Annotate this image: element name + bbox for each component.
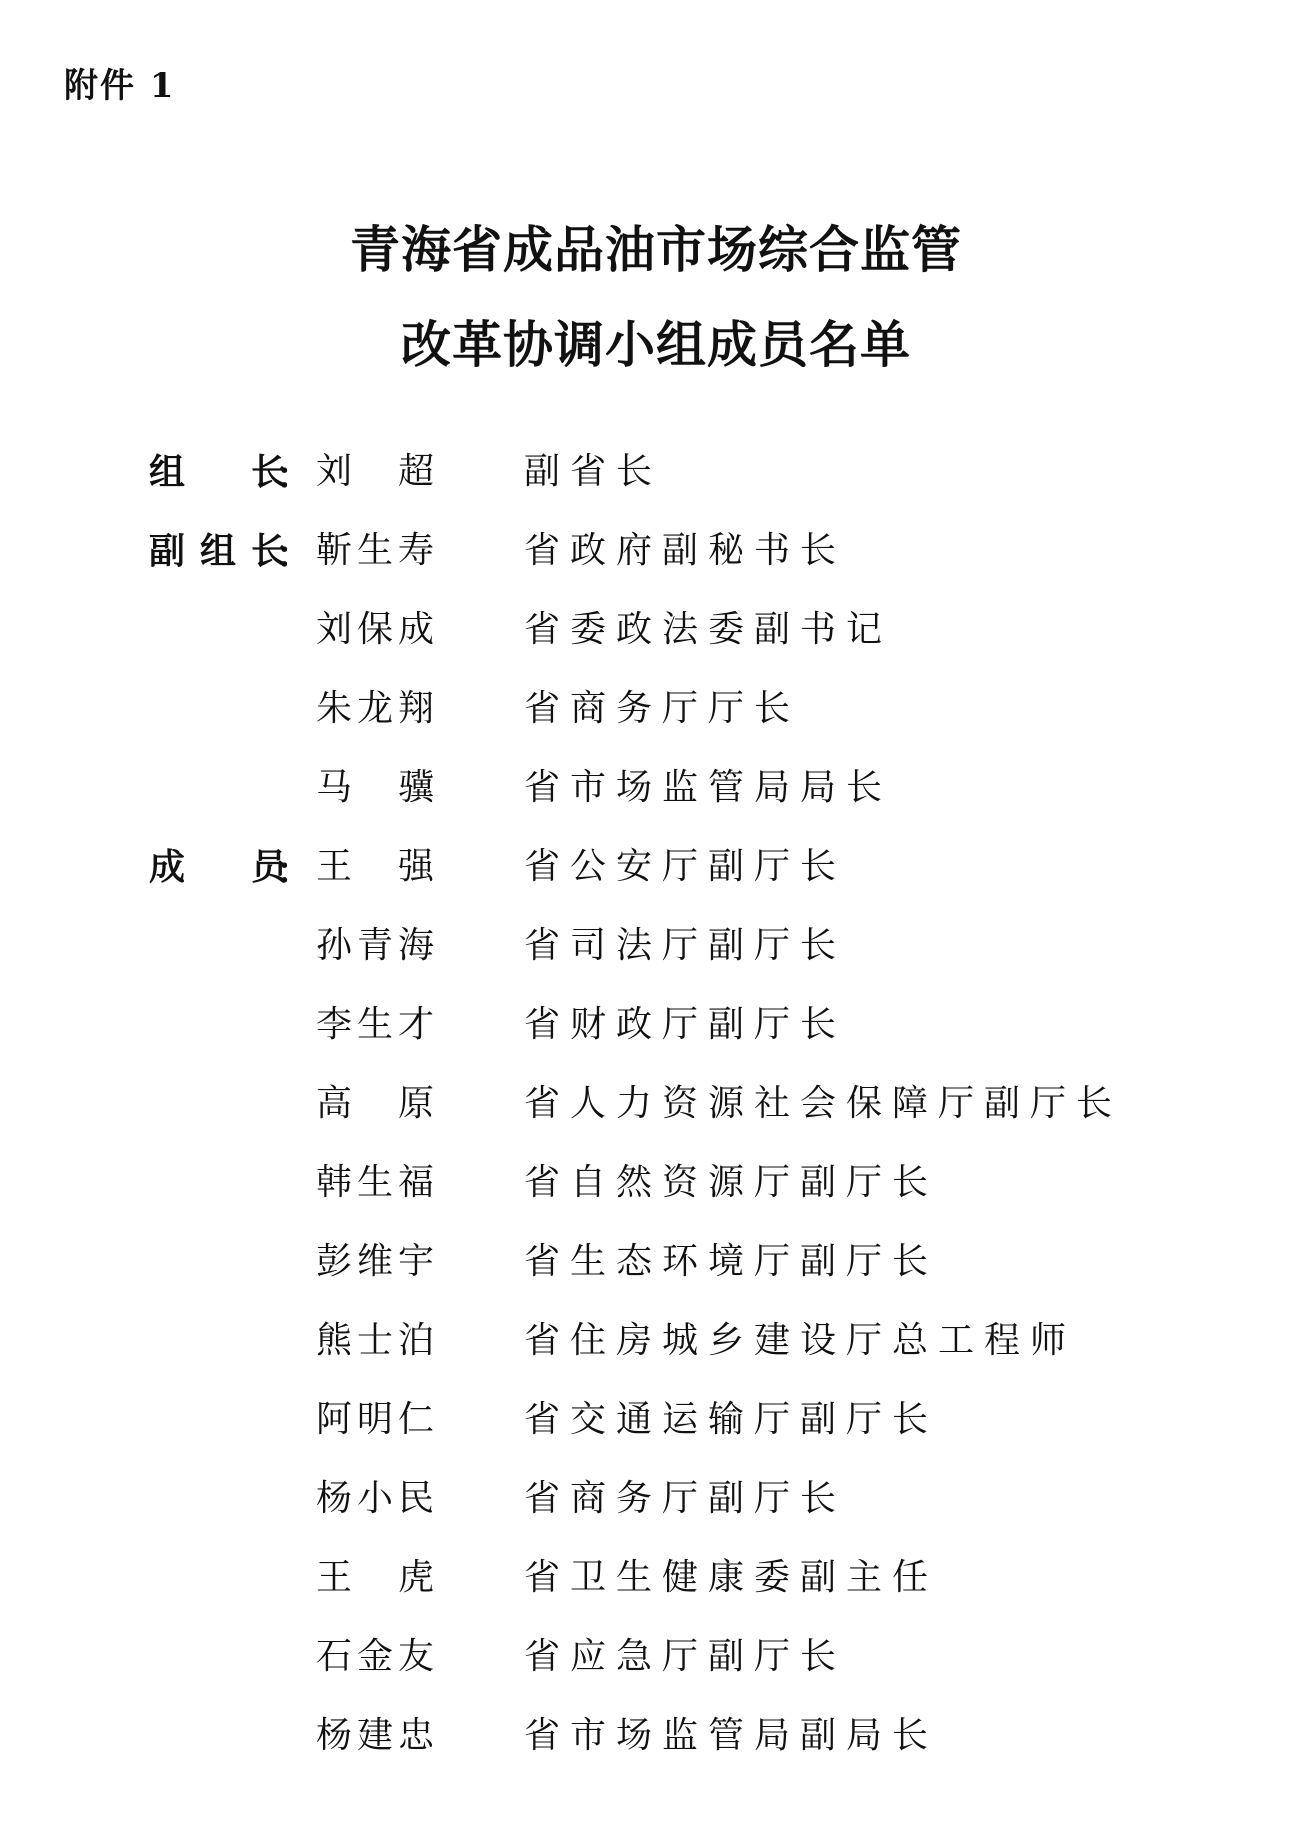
member-position: 省卫生健康委副主任 — [524, 1557, 939, 1598]
roster-row — [0, 916, 1312, 995]
member-position: 省公安厅副厅长 — [524, 846, 847, 887]
roster-row — [0, 1390, 1312, 1469]
roster-row — [0, 442, 1312, 521]
member-position: 副省长 — [524, 451, 663, 492]
member-name: 熊 士 泊 — [316, 1320, 434, 1361]
roster-row — [0, 1706, 1312, 1785]
member-name: 石 金 友 — [316, 1636, 434, 1677]
member-name: 靳 生 寿 — [316, 530, 434, 571]
member-position: 省商务厅副厅长 — [524, 1478, 847, 1519]
member-name: 刘 保 成 — [316, 609, 434, 650]
member-name: 杨 小 民 — [316, 1478, 434, 1519]
member-position: 省人力资源社会保障厅副厅长 — [524, 1083, 1123, 1124]
member-name: 李 生 才 — [316, 1004, 434, 1045]
member-position: 省交通运输厅副厅长 — [524, 1399, 939, 1440]
member-name: 杨 建 忠 — [316, 1715, 434, 1756]
role-colon: ： — [276, 455, 313, 497]
member-roster — [0, 442, 1312, 1785]
member-position: 省应急厅副厅长 — [524, 1636, 847, 1677]
member-position: 省生态环境厅副厅长 — [524, 1241, 939, 1282]
member-position: 省市场监管局副局长 — [524, 1715, 939, 1756]
member-position: 省财政厅副厅长 — [524, 1004, 847, 1045]
member-position: 省自然资源厅副厅长 — [524, 1162, 939, 1203]
member-name: 阿 明 仁 — [316, 1399, 434, 1440]
member-name: 孙 青 海 — [316, 925, 434, 966]
role-colon: ： — [276, 850, 313, 892]
member-name: 刘 超 — [316, 451, 434, 492]
member-position: 省委政法委副书记 — [524, 609, 893, 650]
roster-row — [0, 1548, 1312, 1627]
attachment-label: 附件 1 — [64, 66, 176, 106]
roster-row — [0, 1469, 1312, 1548]
member-position: 省政府副秘书长 — [524, 530, 847, 571]
roster-row — [0, 1311, 1312, 1390]
member-name: 马 骥 — [316, 767, 434, 808]
document-title — [0, 210, 1312, 400]
title-line-2: 改革协调小组成员名单 — [401, 315, 911, 374]
member-position: 省市场监管局局长 — [524, 767, 893, 808]
title-line-1: 青海省成品油市场综合监管 — [350, 220, 962, 279]
roster-row — [0, 1627, 1312, 1706]
roster-row — [0, 521, 1312, 600]
member-position: 省住房城乡建设厅总工程师 — [524, 1320, 1077, 1361]
member-name: 王 强 — [316, 846, 434, 887]
roster-row — [0, 758, 1312, 837]
member-position: 省商务厅厅长 — [524, 688, 801, 729]
member-name: 高 原 — [316, 1083, 434, 1124]
roster-row — [0, 837, 1312, 916]
member-name: 韩 生 福 — [316, 1162, 434, 1203]
roster-row — [0, 1074, 1312, 1153]
roster-row — [0, 995, 1312, 1074]
member-name: 王 虎 — [316, 1557, 434, 1598]
roster-row — [0, 1232, 1312, 1311]
member-name: 彭 维 宇 — [316, 1241, 434, 1282]
role-label: 副 组 长 — [149, 530, 287, 572]
roster-row — [0, 600, 1312, 679]
roster-row — [0, 1153, 1312, 1232]
member-name: 朱 龙 翔 — [316, 688, 434, 729]
role-colon: ： — [276, 534, 313, 576]
role-label: 成 员 — [149, 846, 287, 888]
role-label: 组 长 — [149, 451, 287, 493]
roster-row — [0, 679, 1312, 758]
member-position: 省司法厅副厅长 — [524, 925, 847, 966]
